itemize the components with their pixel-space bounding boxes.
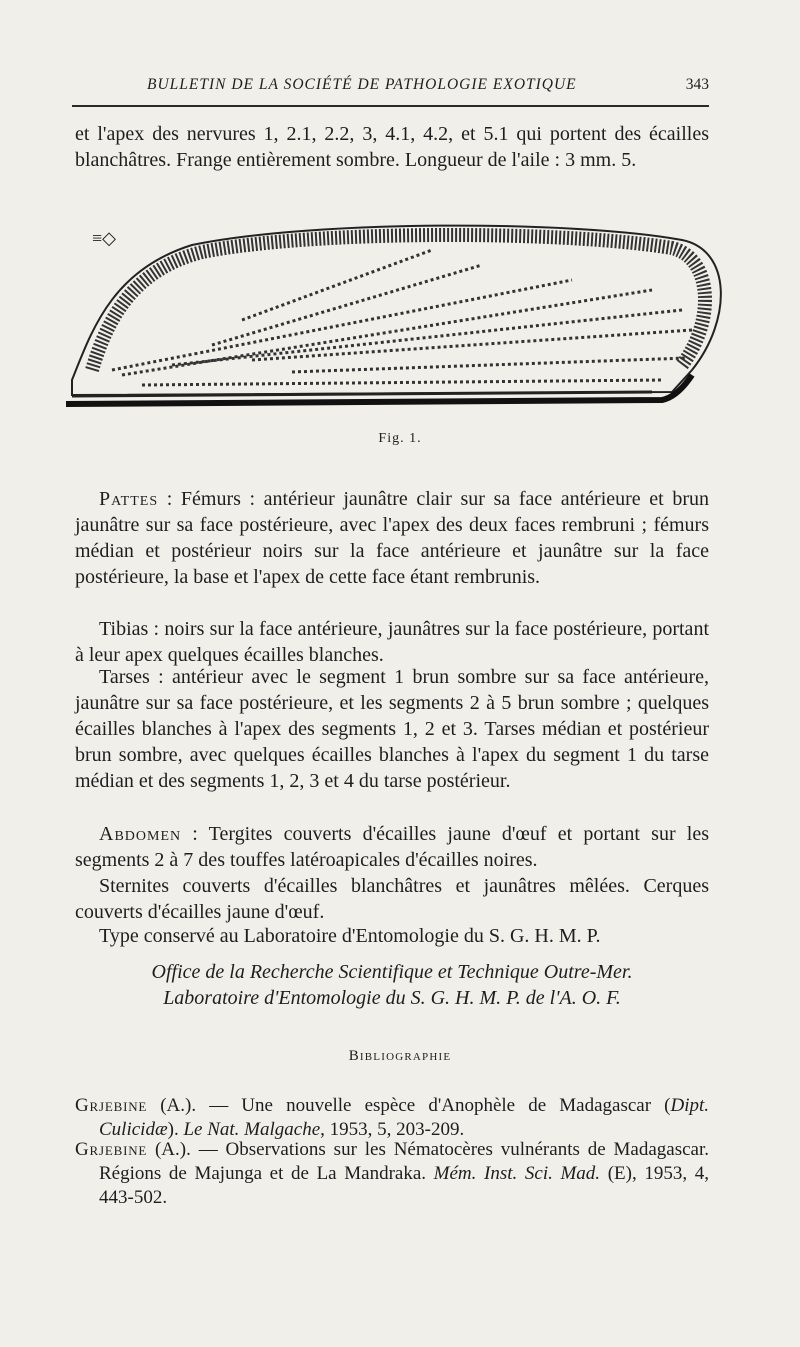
reference-1-author: Grjebine (75, 1095, 148, 1116)
page-number: 343 (685, 76, 709, 93)
reference-2 (75, 1138, 709, 1210)
figure-caption: Fig. 1. (378, 431, 422, 446)
reference-1-journal: Le Nat. Malgache (183, 1119, 321, 1140)
type-text: Type conservé au Laboratoire d'Entomologie du S. G. H. M. P. (99, 925, 601, 947)
abdomen-paragraph (75, 821, 709, 873)
tarses-paragraph (75, 664, 709, 794)
scale-glyph: ≡◇ (92, 228, 116, 248)
hind-margin-inner (72, 392, 652, 396)
abdomen-lead: Abdomen (99, 823, 182, 845)
affiliation-line-1: Office de la Recherche Scientifique et Technique Outre-Mer. (151, 961, 633, 983)
tibias-paragraph (75, 616, 709, 668)
reference-1-taxon: Dipt. Culicidæ (99, 1095, 709, 1140)
bibliography-title: Bibliographie (348, 1048, 452, 1064)
reference-1-post: , 1953, 5, 203-209. (320, 1119, 465, 1140)
reference-1-pre: (A.). — Une nouvelle espèce d'Anophèle de Madagascar ( (147, 1095, 671, 1116)
tibias-text: Tibias : noirs sur la face antérieure, jaunâtres sur la face postérieure, portant à leur apex quelques écailles blanches. (75, 618, 709, 666)
running-title: BULLETIN DE LA SOCIÉTÉ DE PATHOLOGIE EXOTIQUE (147, 76, 577, 93)
header-rule (72, 105, 709, 107)
affiliation-line-2: Laboratoire d'Entomologie du S. G. H. M. P. de l'A. O. F. (163, 987, 621, 1009)
reference-1 (75, 1094, 709, 1142)
wing-veins (112, 250, 692, 385)
type-paragraph (75, 923, 709, 949)
pattes-paragraph (75, 486, 709, 590)
sternites-paragraph (75, 873, 709, 925)
reference-2-post: (E), 1953, 4, 443-502. (99, 1163, 709, 1208)
reference-1-mid: ). (167, 1119, 184, 1140)
pattes-lead: Pattes (99, 488, 159, 510)
reference-2-pre: (A.). — Observations sur les Nématocères vulnérants de Madagascar. Régions de Majunga et de La Mandraka. (99, 1139, 709, 1184)
wing-figure (52, 210, 732, 420)
reference-2-journal: Mém. Inst. Sci. Mad. (433, 1163, 601, 1184)
reference-2-author: Grjebine (75, 1139, 148, 1160)
pattes-text: : Fémurs : antérieur jaunâtre clair sur sa face antérieure et brun jaunâtre sur sa face postérieure, avec l'apex des deux faces rembruni ; fémurs médian et postérieur noirs sur la face antérieure et jaunâtre sur la face postérieure, la base et l'apex de cette face étant rembrunis. (75, 488, 709, 588)
abdomen-text: : Tergites couverts d'écailles jaune d'œuf et portant sur les segments 2 à 7 des touffes latéroapicales d'écailles noires. (75, 823, 709, 871)
intro-paragraph: et l'apex des nervures 1, 2.1, 2.2, 3, 4.1, 4.2, et 5.1 qui portent des écailles blanchâtres. Frange entièrement sombre. Longueur de l'aile : 3 mm. 5. (75, 123, 709, 171)
sternites-text: Sternites couverts d'écailles blanchâtres et jaunâtres mêlées. Cerques couverts d'écailles jaune d'œuf. (75, 875, 709, 923)
tarses-text: Tarses : antérieur avec le segment 1 brun sombre sur sa face antérieure, jaunâtre sur sa face postérieure, et les segments 2 à 5 brun sombre ; quelques écailles blanches à l'apex des segments 1, 2 et 3. Tarses médian et postérieur brun sombre, avec quelques écailles blanches à l'apex du segment 1 du tarse médian et des segments 1, 2, 3 et 4 du tarse postérieur. (75, 666, 709, 792)
